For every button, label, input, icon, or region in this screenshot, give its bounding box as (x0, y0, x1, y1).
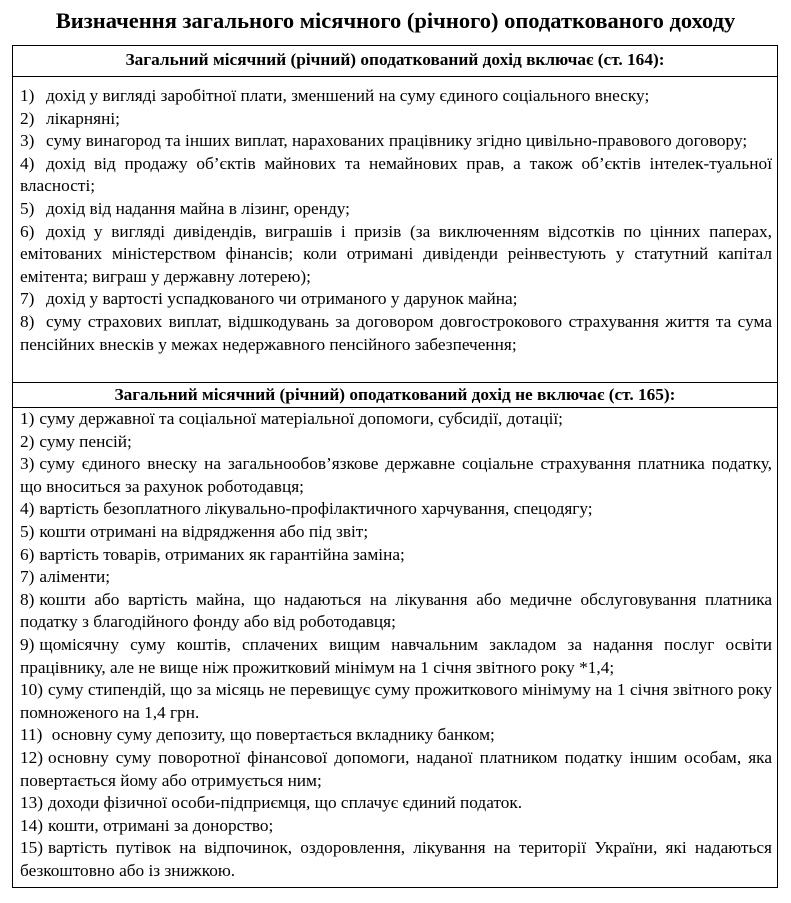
item-number: 6) (20, 544, 35, 564)
list-item (20, 108, 772, 131)
list-item (20, 815, 772, 838)
item-number: 7) (20, 289, 35, 309)
list-item (20, 198, 772, 221)
item-text: суму стипендій, що за місяць не перевищує суму прожиткового мінімуму на 1 січня звітного року помноженого на 1,4 грн. (20, 680, 772, 722)
list-item (20, 589, 772, 634)
item-number: 8) (20, 589, 35, 609)
item-number: 14) (20, 815, 44, 835)
list-item (20, 130, 772, 153)
item-number: 1) (20, 86, 35, 105)
item-text: основну суму депозиту, що повертається вкладнику банком; (47, 725, 495, 745)
section-divider (13, 382, 777, 383)
item-number: 5) (20, 198, 35, 218)
item-text: кошти, отримані за донорство; (48, 815, 274, 835)
list-item (20, 724, 772, 747)
item-number: 8) (20, 311, 35, 331)
item-text: доходи фізичної особи-підприємця, що сплачує єдиний податок. (48, 793, 523, 813)
item-text: кошти або вартість майна, що надаються на лікування або медичне обслуговування платника податку з благодійного фонду або від роботодавця; (20, 589, 772, 632)
list-item (20, 85, 772, 108)
excludes-header: Загальний місячний (річний) оподаткований дохід не включає (ст. 165): (114, 385, 676, 404)
item-text: суму державної та соціальної матеріальної допомоги, субсидії, дотації; (39, 409, 563, 428)
item-text: дохід у вигляді заробітної плати, зменшений на суму єдиного соціального внеску; (46, 86, 650, 105)
list-item (20, 634, 772, 679)
excludes-list (20, 408, 772, 882)
item-number: 12) (20, 747, 44, 767)
list-item (20, 153, 772, 198)
list-item (20, 837, 772, 882)
item-text: дохід у вартості успадкованого чи отриманого у дарунок майна; (46, 289, 518, 309)
header-divider (13, 76, 777, 77)
item-text: основну суму поворотної фінансової допомоги, наданої платником податку іншим особам, яка повертається йому або отримується ним; (20, 747, 772, 790)
item-number: 4) (20, 499, 35, 519)
list-item (20, 311, 772, 356)
item-text: суму єдиного внеску на загальнообов’язкове державне соціальне страхування платника податку, що вноситься за рахунок роботодавця; (20, 454, 772, 496)
includes-header: Загальний місячний (річний) оподаткований дохід включає (ст. 164): (125, 50, 665, 69)
list-item (20, 431, 772, 454)
includes-list (20, 85, 772, 356)
item-number: 15) (20, 838, 44, 858)
item-number: 3) (20, 454, 35, 474)
list-item (20, 453, 772, 498)
list-item (20, 288, 772, 311)
item-number: 10) (20, 680, 44, 700)
item-number: 2) (20, 108, 35, 128)
list-item (20, 544, 772, 567)
list-item (20, 221, 772, 289)
item-text: лікарняні; (46, 108, 120, 128)
item-text: суму пенсій; (39, 431, 132, 451)
item-text: аліменти; (39, 567, 111, 587)
item-text: дохід від продажу об’єктів майнових та немайнових прав, а також об’єктів інтелек-туальної власності; (20, 153, 772, 196)
item-number: 2) (20, 431, 35, 451)
list-item (20, 566, 772, 589)
list-item (20, 792, 772, 815)
item-number: 4) (20, 153, 35, 173)
item-number: 7) (20, 567, 35, 587)
item-text: вартість товарів, отриманих як гарантійна заміна; (39, 544, 405, 564)
item-text: суму винагород та інших виплат, нарахованих працівнику згідно цивільно-правового договору; (46, 131, 748, 151)
item-number: 9) (20, 634, 35, 654)
item-text: кошти отримані на відрядження або під звіт; (39, 521, 369, 541)
list-item (20, 408, 772, 431)
item-text: вартість путівок на відпочинок, оздоровлення, лікування на території України, які надаються безкоштовно або із знижкою. (20, 838, 772, 880)
list-item (20, 747, 772, 792)
item-text: дохід від надання майна в лізинг, оренду; (46, 198, 350, 218)
list-item (20, 521, 772, 544)
item-number: 1) (20, 409, 35, 428)
item-text: вартість безоплатного лікувально-профілактичного харчування, спецодягу; (39, 499, 593, 519)
list-item (20, 679, 772, 724)
item-number: 11) (20, 725, 43, 745)
item-text: щомісячну суму коштів, сплачених вищим навчальним закладом за надання послуг освіти працівнику, але не вище ніж прожитковий мінімум на 1 січня звітного року *1,4; (20, 634, 772, 677)
item-text: дохід у вигляді дивідендів, виграшів і призів (за виключенням відсотків по цінних паперах, емітованих міністерством фінансів; коли отримані дивіденди реінвестують у статутний капітал емітента; виграш у державну лотерею); (20, 221, 772, 286)
item-number: 6) (20, 221, 35, 241)
item-number: 3) (20, 131, 35, 151)
item-text: суму страхових виплат, відшкодувань за договором довгострокового страхування життя та сума пенсійних внесків у межах недержавного пенсійного забезпечення; (20, 311, 772, 354)
item-number: 13) (20, 793, 44, 813)
item-number: 5) (20, 521, 35, 541)
document-title: Визначення загального місячного (річного) оподаткованого доходу (55, 8, 736, 33)
income-table (12, 45, 778, 888)
list-item (20, 498, 772, 521)
